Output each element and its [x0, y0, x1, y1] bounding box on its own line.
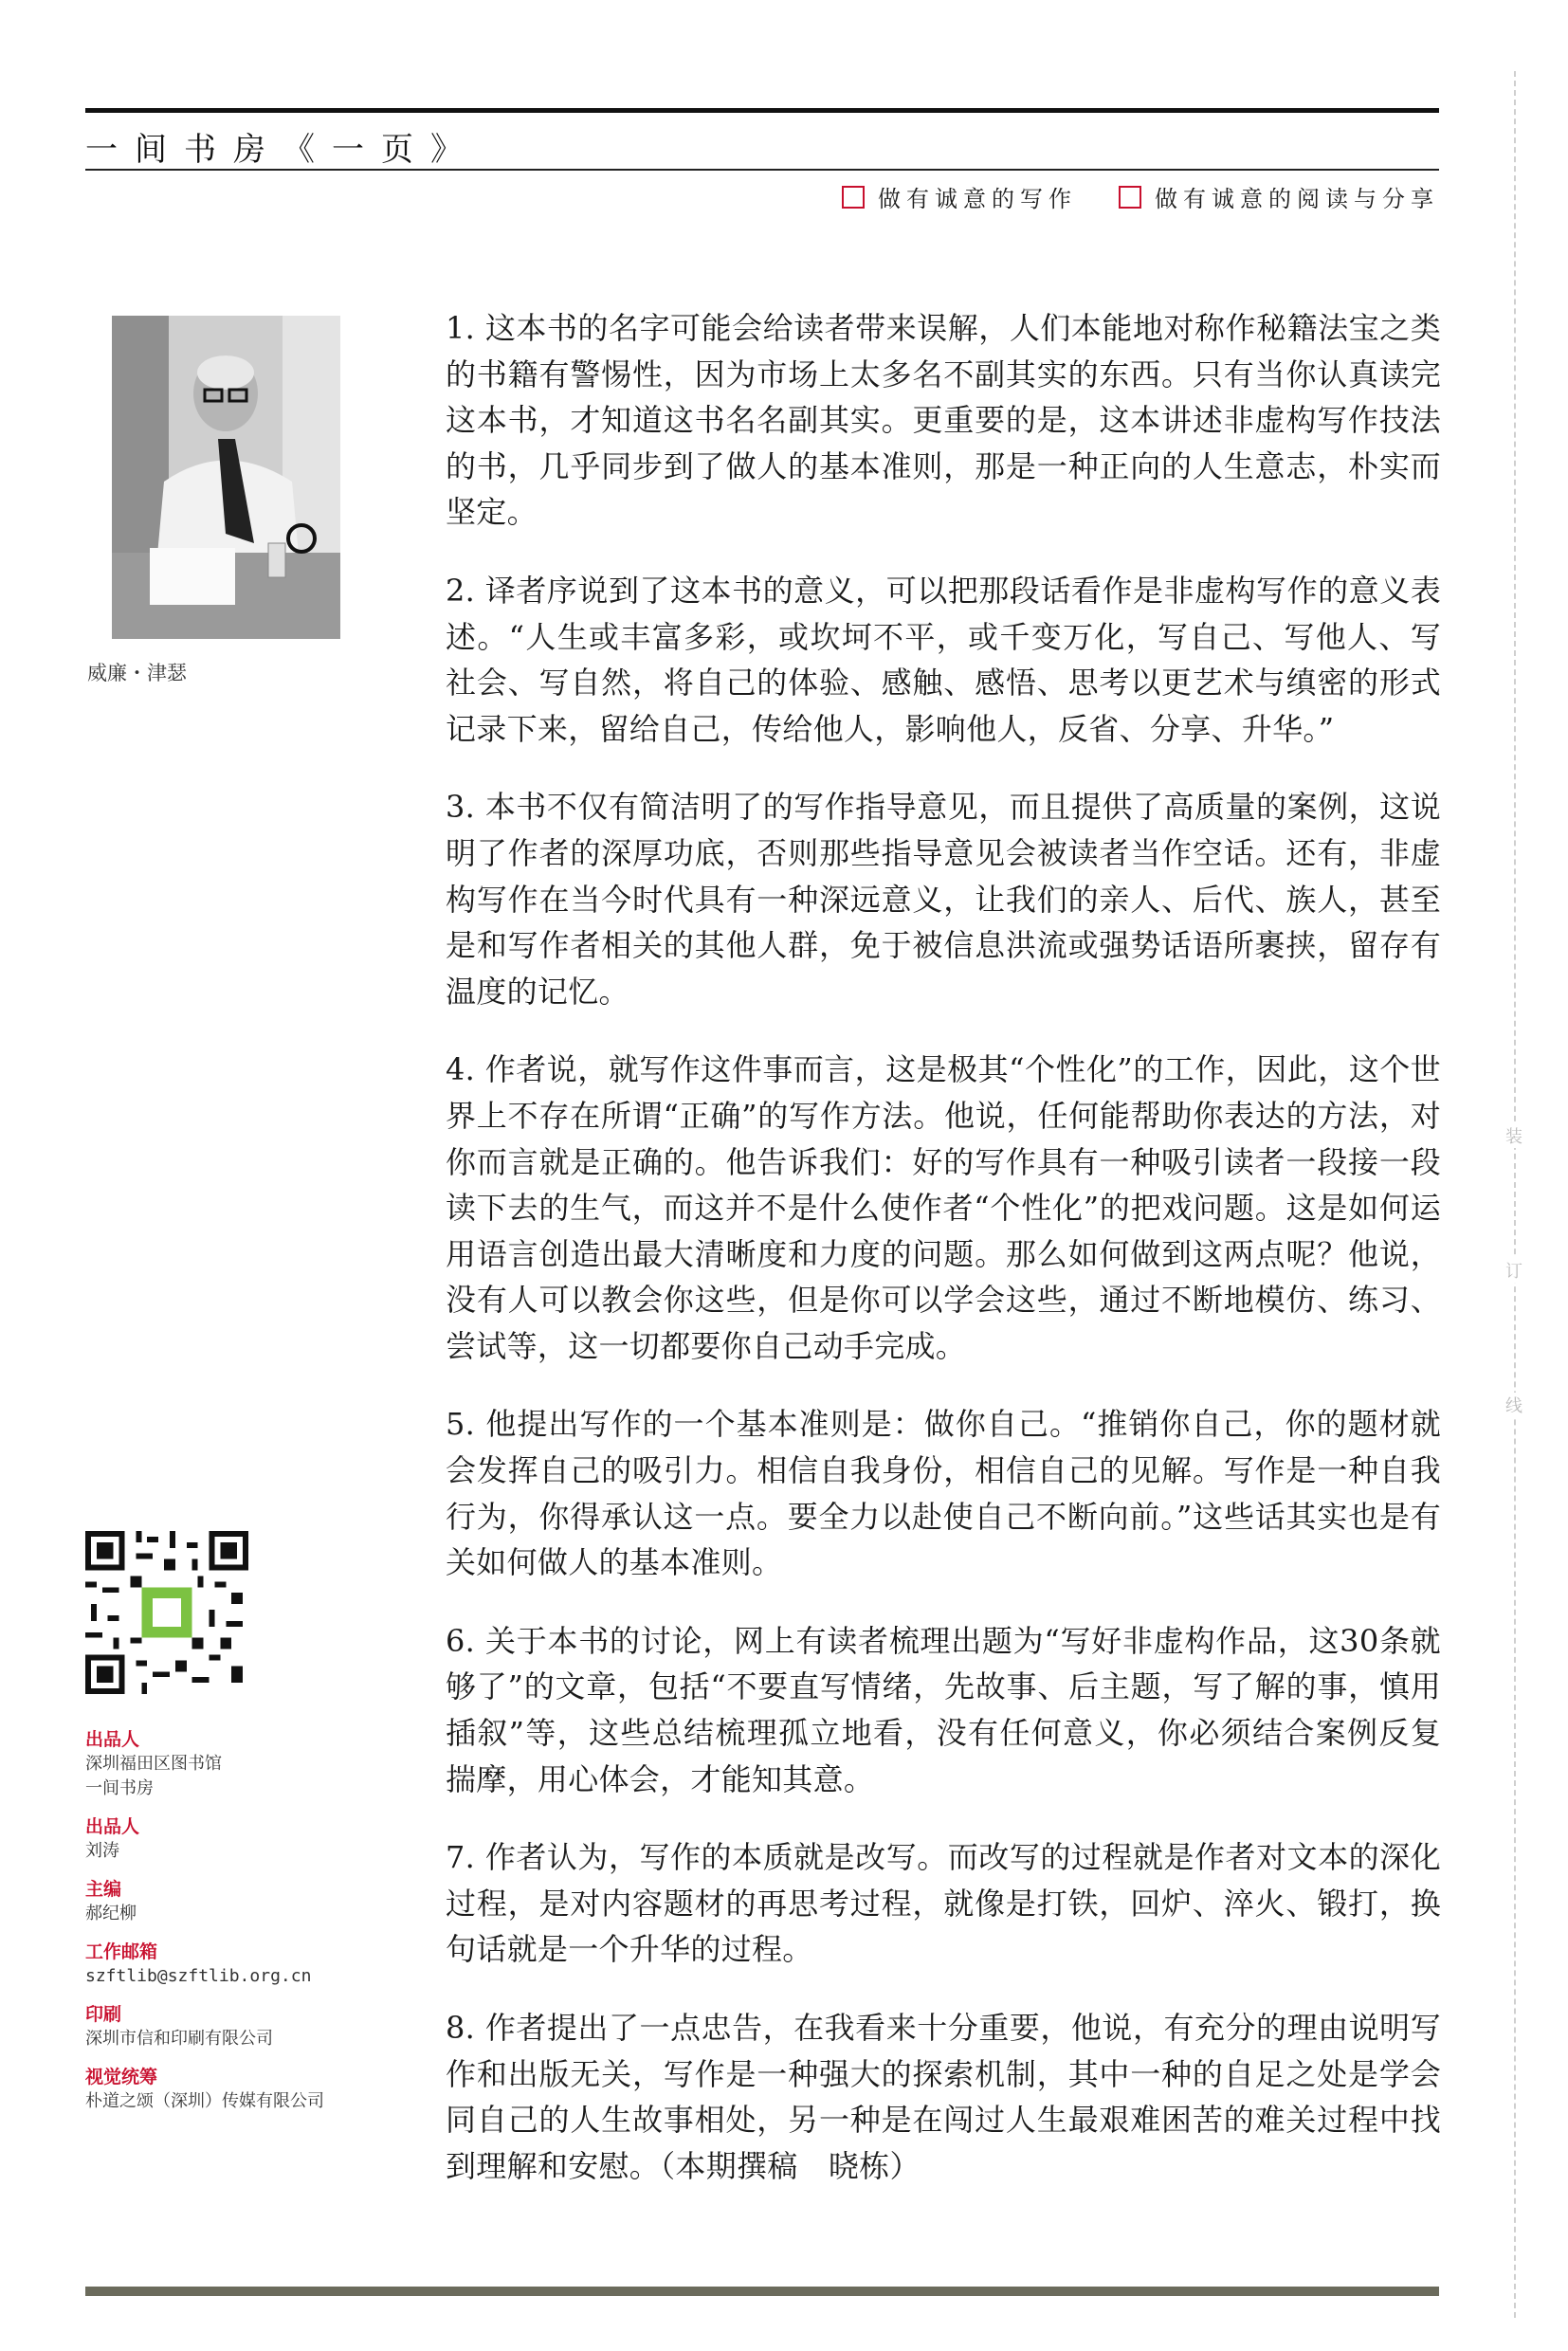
header-tags — [842, 180, 1439, 213]
paragraph: 8. 作者提出了一点忠告，在我看来十分重要，他说，有充分的理由说明写作和出版无关，写作是一种强大的探索机制，其中一种的自足之处是学会同自己的人生故事相处，另一种是在闯过人生最艰难困苦的难关过程中找到理解和安慰。（本期撰稿 晓栋） — [446, 2010, 1441, 2184]
email-address[interactable]: szftlib@szftlib.org.cn — [85, 1966, 312, 1986]
binding-line — [1514, 71, 1516, 2318]
qr-code-icon — [85, 1531, 248, 1694]
credit-label: 工作邮箱 — [85, 1941, 158, 1962]
credit-printing — [85, 2002, 398, 2051]
binding-mark: 线 — [1500, 1393, 1528, 1417]
paragraph: 5. 他提出写作的一个基本准则是：做你自己。“推销你自己，你的题材就会发挥自己的吸引力。相信自我身份，相信自己的见解。写作是一种自我行为，你得承认这一点。要全力以赴使自己不断向前。”这些话其实也是有关如何做人的基本准则。 — [446, 1406, 1441, 1581]
paragraph: 6. 关于本书的讨论，网上有读者梳理出题为“写好非虚构作品，这30条就够了”的文章，包括“不要直写情绪，先故事、后主题，写了解的事，慎用插叙”等，这些总结梳理孤立地看，没有任何意义，你必须结合案例反复揣摩，用心体会，才能知其意。 — [446, 1622, 1441, 1797]
checkbox-icon — [842, 186, 865, 209]
qr-code — [85, 1531, 248, 1694]
credit-label: 视觉统筹 — [85, 2067, 158, 2087]
credit-label: 印刷 — [85, 2004, 122, 2025]
tag-writing — [842, 180, 1077, 213]
header-divider — [85, 169, 1439, 171]
top-rule — [85, 108, 1439, 113]
author-portrait-illustration — [112, 316, 340, 639]
credit-visual — [85, 2065, 398, 2114]
credit-label: 出品人 — [85, 1816, 140, 1837]
credit-value: 深圳市信和印刷有限公司 — [85, 2029, 273, 2049]
paragraph: 2. 译者序说到了这本书的意义，可以把那段话看作是非虚构写作的意义表述。“人生或丰富多彩，或坎坷不平，或千变万化，写自己、写他人、写社会、写自然，将自己的体验、感触、感悟、思考以更艺术与缜密的形式记录下来，留给自己，传给他人，影响他人，反省、分享、升华。” — [446, 572, 1441, 747]
credit-producer — [85, 1814, 398, 1864]
tag-label: 做有诚意的写作 — [878, 186, 1077, 212]
credit-value: 深圳福田区图书馆 一间书房 — [85, 1754, 222, 1798]
author-photo — [112, 316, 340, 639]
paragraph: 7. 作者认为，写作的本质就是改写。而改写的过程就是作者对文本的深化过程，是对内容题材的再思考过程，就像是打铁，回炉、淬火、锻打，换句话就是一个升华的过程。 — [446, 1839, 1441, 1968]
tag-reading — [1119, 180, 1439, 213]
credit-label: 主编 — [85, 1879, 122, 1900]
credit-value: 刘涛 — [85, 1841, 119, 1861]
credit-publisher — [85, 1727, 398, 1801]
credit-label: 出品人 — [85, 1729, 140, 1750]
paragraph: 3. 本书不仅有简洁明了的写作指导意见，而且提供了高质量的案例，这说明了作者的深厚功底，否则那些指导意见会被读者当作空话。还有，非虚构写作在当今时代具有一种深远意义，让我们的亲人、后代、族人，甚至是和写作者相关的其他人群，免于被信息洪流或强势话语所裹挟，留存有温度的记忆。 — [446, 789, 1441, 1010]
binding-mark: 订 — [1500, 1258, 1528, 1283]
paragraph: 1. 这本书的名字可能会给读者带来误解，人们本能地对称作秘籍法宝之类的书籍有警惕性，因为市场上太多名不副其实的东西。只有当你认真读完这本书，才知道这书名名副其实。更重要的是，这本讲述非虚构写作技法的书，几乎同步到了做人的基本准则，那是一种正向的人生意志，朴实而坚定。 — [446, 310, 1441, 531]
credit-editor — [85, 1877, 398, 1926]
credit-email — [85, 1940, 398, 1989]
photo-caption: 威廉・津瑟 — [87, 662, 187, 684]
page-title: 一间书房《一页》 — [85, 131, 480, 169]
bottom-rule — [85, 2287, 1439, 2296]
tag-label: 做有诚意的阅读与分享 — [1155, 186, 1439, 212]
paragraph: 4. 作者说，就写作这件事而言，这是极其“个性化”的工作，因此，这个世界上不存在所谓“正确”的写作方法。他说，任何能帮助你表达的方法，对你而言就是正确的。他告诉我们：好的写作具有一种吸引读者一段接一段读下去的生气，而这并不是什么使作者“个性化”的把戏问题。这是如何运用语言创造出最大清晰度和力度的问题。那么如何做到这两点呢？他说，没有人可以教会你这些，但是你可以学会这些，通过不断地模仿、练习、尝试等，这一切都要你自己动手完成。 — [446, 1051, 1441, 1364]
credits-block — [85, 1727, 398, 2127]
binding-mark: 装 — [1500, 1123, 1528, 1148]
credit-value: 郝纪柳 — [85, 1904, 137, 1923]
checkbox-icon — [1119, 186, 1141, 209]
credit-value: 朴道之颂（深圳）传媒有限公司 — [85, 2091, 324, 2111]
article-body — [446, 305, 1441, 2221]
